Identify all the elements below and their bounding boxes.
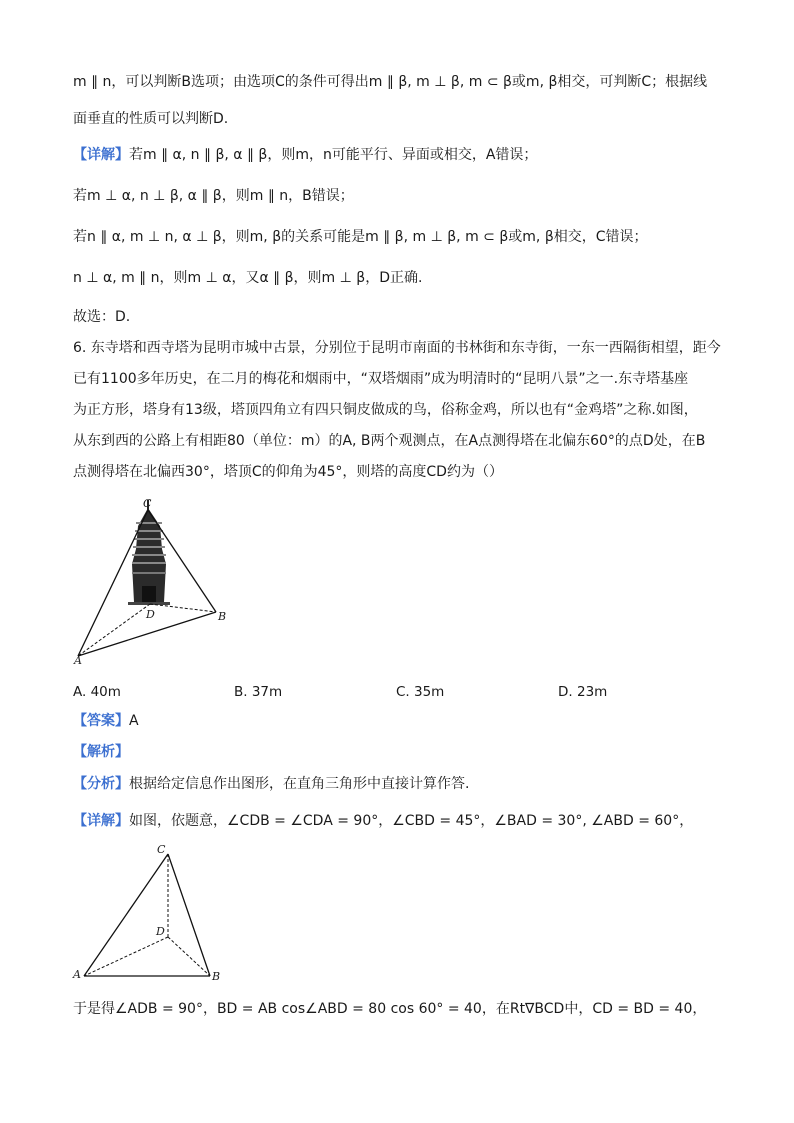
question-line-3: 为正方形，塔身有13级，塔顶四角立有四只铜皮做成的鸟，俗称金鸡，所以也有“金鸡塔”之称.如图， xyxy=(73,402,698,418)
option-d: D. 23m xyxy=(558,684,608,700)
question-line-5: 点测得塔在北偏西30°，塔顶C的仰角为45°，则塔的高度CD约为（） xyxy=(73,464,503,480)
detail2-line xyxy=(73,811,693,831)
last-line: 于是得∠ADB = 90°，BD = AB cos∠ABD = 80 cos 60° = 40，在Rt∇BCD中，CD = BD = 40， xyxy=(73,1001,707,1017)
answer-value: A xyxy=(129,713,139,729)
question-line-2: 已有1100多年历史，在二月的梅花和烟雨中，“双塔烟雨”成为明清时的“昆明八景”之一.东寺塔基座 xyxy=(73,371,689,387)
fenxi-line xyxy=(73,774,469,794)
detail-line-1 xyxy=(73,145,537,165)
edge2-ca xyxy=(84,854,168,976)
option-b: B. 37m xyxy=(234,684,283,700)
text-line-5: 若n ∥ α, m ⊥ n, α ⊥ β，则m, β的关系可能是m ∥ β, m ⊥ β, m ⊂ β或m, β相交，C错误； xyxy=(73,229,648,245)
fenxi-tag: 【分析】 xyxy=(73,776,129,792)
answer-tag: 【答案】 xyxy=(73,713,129,729)
pagoda-figure xyxy=(70,494,240,669)
text-line-2: 面垂直的性质可以判断D. xyxy=(73,111,229,127)
label2-d: D xyxy=(156,925,165,938)
label2-c: C xyxy=(157,843,166,856)
text-line-7: 故选：D. xyxy=(73,309,131,325)
option-a: A. 40m xyxy=(73,684,121,700)
edge-db xyxy=(150,604,216,612)
tetrahedron-figure xyxy=(70,838,230,988)
text-line-4: 若m ⊥ α, n ⊥ β, α ∥ β，则m ∥ n，B错误； xyxy=(73,188,354,204)
label-b: B xyxy=(218,610,227,623)
question-line-1: 6. 东寺塔和西寺塔为昆明市城中古景，分别位于昆明市南面的书林街和东寺街，一东一西隔街相望，距今 xyxy=(73,340,721,356)
label2-a: A xyxy=(73,968,81,981)
label-a: A xyxy=(74,654,82,667)
edge2-da xyxy=(84,937,168,976)
detail-tag: 【详解】 xyxy=(73,147,129,163)
answer-line xyxy=(73,711,139,731)
label2-b: B xyxy=(212,970,221,983)
detail2-text: 如图，依题意，∠CDB = ∠CDA = 90°，∠CBD = 45°，∠BAD = 30°, ∠ABD = 60°， xyxy=(129,813,694,829)
question-line-4: 从东到西的公路上有相距80（单位：m）的A, B两个观测点，在A点测得塔在北偏东60°的点D处，在B xyxy=(73,433,706,449)
detail2-tag: 【详解】 xyxy=(73,813,129,829)
option-c: C. 35m xyxy=(396,684,445,700)
analysis-line xyxy=(73,742,129,762)
text-line-1: m ∥ n，可以判断B选项；由选项C的条件可得出m ∥ β, m ⊥ β, m ⊂ β或m, β相交，可判断C；根据线 xyxy=(73,74,708,90)
text-line-6: n ⊥ α, m ∥ n，则m ⊥ α，又α ∥ β，则m ⊥ β，D正确. xyxy=(73,270,423,286)
edge2-cb xyxy=(168,854,210,976)
detail-text: 若m ∥ α, n ∥ β, α ∥ β，则m，n可能平行、异面或相交，A错误； xyxy=(129,147,538,163)
edge-da xyxy=(78,604,150,656)
label-c: C xyxy=(143,497,152,510)
fenxi-text: 根据给定信息作出图形，在直角三角形中直接计算作答. xyxy=(129,776,470,792)
analysis-tag: 【解析】 xyxy=(73,744,129,760)
pagoda-image xyxy=(128,500,170,605)
label-d: D xyxy=(146,608,155,621)
